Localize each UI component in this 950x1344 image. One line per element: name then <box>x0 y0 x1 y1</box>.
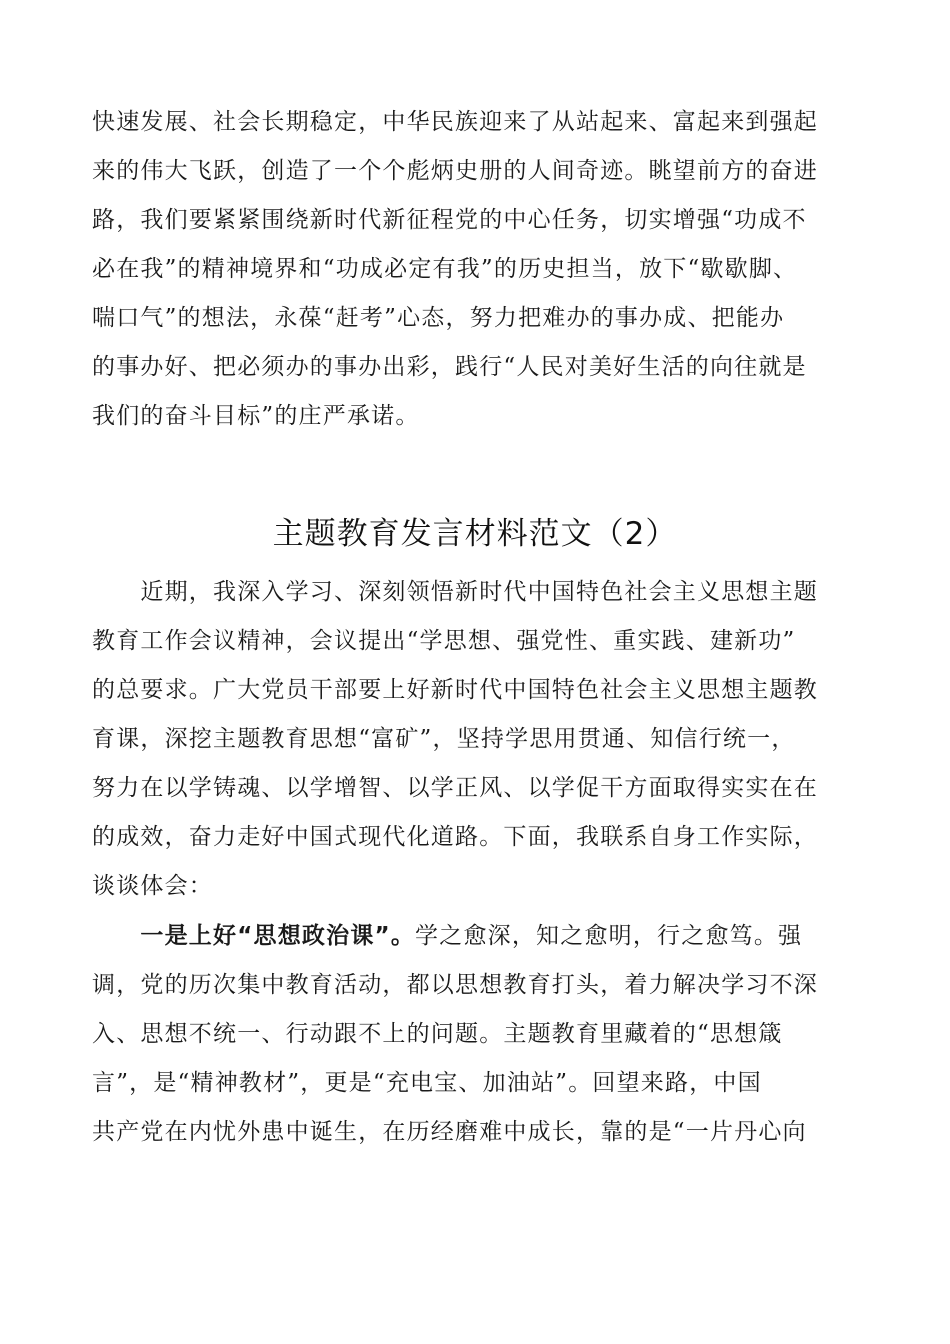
text-line: 快速发展、社会长期稳定，中华民族迎来了从站起来、富起来到强起 <box>92 109 818 135</box>
text-line: 的总要求。广大党员干部要上好新时代中国特色社会主义思想主题教 <box>92 677 818 703</box>
text-line: 的事办好、把必须办的事办出彩，践行“人民对美好生活的向往就是 <box>92 354 807 380</box>
section-title: 主题教育发言材料范文（2） <box>272 516 678 552</box>
text-line: 育课，深挖主题教育思想“富矿”，坚持学思用贯通、知信行统一， <box>92 726 796 752</box>
intro-paragraph <box>92 568 862 911</box>
point-one-heading: 一是上好“思想政治课”。 <box>92 923 416 949</box>
text-line: 教育工作会议精神，会议提出“学思想、强党性、重实践、建新功” <box>92 628 796 654</box>
text-line: 喘口气”的想法，永葆“赶考”心态，努力把难办的事办成、把能办 <box>92 305 785 331</box>
text-line: 努力在以学铸魂、以学增智、以学正风、以学促干方面取得实实在在 <box>92 775 818 801</box>
point-one-first-line-text: 学之愈深，知之愈明，行之愈笃。强 <box>415 923 803 949</box>
text-line: 我们的奋斗目标”的庄严承诺。 <box>92 403 420 429</box>
text-line: 路，我们要紧紧围绕新时代新征程党的中心任务，切实增强“功成不 <box>92 207 807 233</box>
text-line: 调，党的历次集中教育活动，都以思想教育打头，着力解决学习不深 <box>92 972 818 998</box>
text-line: 必在我”的精神境界和“功成必定有我”的历史担当，放下“歇歇脚、 <box>92 256 798 282</box>
text-line: 共产党在内忧外患中诞生，在历经磨难中成长，靠的是“一片丹心向 <box>92 1119 807 1145</box>
text-line: 来的伟大飞跃，创造了一个个彪炳史册的人间奇迹。眺望前方的奋进 <box>92 158 818 184</box>
text-line: 入、思想不统一、行动跟不上的问题。主题教育里藏着的“思想箴 <box>92 1021 783 1047</box>
text-line <box>92 912 862 961</box>
continuation-paragraph <box>92 98 862 441</box>
text-line: 谈谈体会： <box>92 873 213 899</box>
text-line: 的成效，奋力走好中国式现代化道路。下面，我联系自身工作实际， <box>92 824 818 850</box>
text-line: 近期，我深入学习、深刻领悟新时代中国特色社会主义思想主题 <box>92 579 818 605</box>
text-line: 言”，是“精神教材”，更是“充电宝、加油站”。回望来路，中国 <box>92 1070 762 1096</box>
point-one-paragraph <box>92 912 862 1157</box>
